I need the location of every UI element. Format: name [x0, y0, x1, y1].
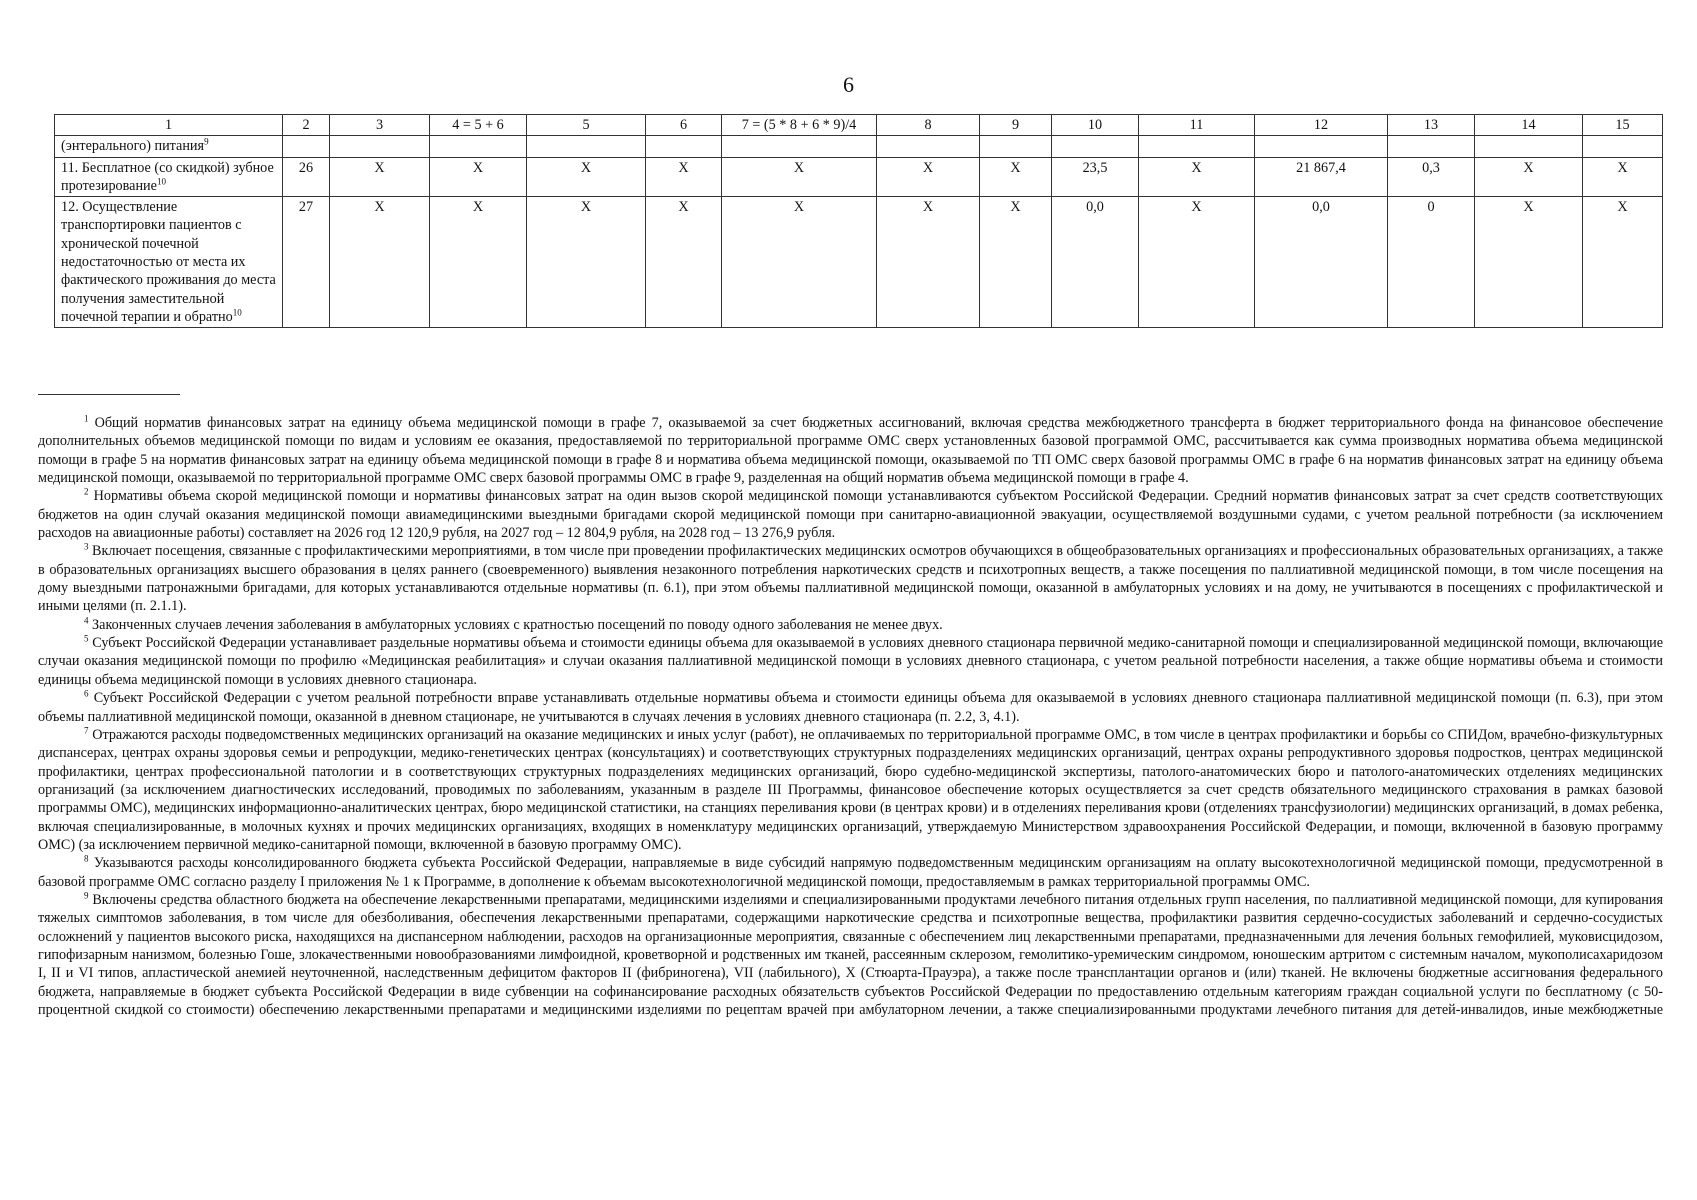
- column-header: 11: [1139, 115, 1255, 136]
- table-cell: [283, 136, 330, 157]
- table-cell: 21 867,4: [1255, 157, 1388, 197]
- footnote-ref: 10: [232, 307, 242, 318]
- table-cell: Х: [430, 157, 527, 197]
- footnote: [38, 854, 1663, 891]
- column-header: 12: [1255, 115, 1388, 136]
- table-cell: Х: [1139, 157, 1255, 197]
- column-header: 15: [1583, 115, 1663, 136]
- footnote-number: 7: [84, 725, 89, 736]
- table-cell: Х: [1475, 157, 1583, 197]
- footnotes: [38, 414, 1663, 1019]
- footnote-number: 3: [84, 541, 89, 552]
- table-cell: [646, 136, 722, 157]
- row-name: 11. Бесплатное (со скидкой) зубное протезирование: [61, 159, 274, 194]
- footnote-number: 9: [84, 890, 89, 901]
- table-cell: [1388, 136, 1475, 157]
- table-cell: [430, 136, 527, 157]
- footnote-text: Отражаются расходы подведомственных медицинских организаций на оказание медицинских и иных услуг (работ), не оплачиваемых по территориальной программе ОМС, в том числе в центрах профилактики и борьбы со СПИДом, врачебно-физкультурных диспансерах, центрах охраны здоровья семьи и репродукции, медико-генетических центрах (консультациях) и соответствующих структурных подразделениях медицинских организаций, центрах охраны репродуктивного здоровья подростков, центрах медицинской профилактики, центрах профессиональной патологии и в соответствующих структурных подразделениях медицинских организаций, бюро судебно-медицинской экспертизы, патолого-анатомических бюро и патолого-анатомических отделениях медицинских организаций (за исключением диагностических исследований, проводимых по заболеваниям, указанным в разделе III Программы, финансовое обеспечение которых осуществляется за счет средств обязательного медицинского страхования в рамках базовой программы ОМС), медицинских информационно-аналитических центрах, бюро медицинской статистики, на станциях переливания крови (в центрах крови) и в отделениях переливания крови (отделениях трансфузиологии) медицинских организаций, в домах ребенка, включая специализированные, в молочных кухнях и прочих медицинских организациях, входящих в номенклатуру медицинских организаций, утверждаемую Министерством здравоохранения Российской Федерации, и помощи, включенной в базовую программу ОМС) (за исключением первичной медико-санитарной помощи, включенной в базовую программу ОМС).: [38, 726, 1663, 853]
- table-cell: Х: [330, 157, 430, 197]
- footnote-number: 5: [84, 633, 89, 644]
- table-cell: [877, 136, 980, 157]
- table-cell: [1052, 136, 1139, 157]
- table-cell: 0,0: [1255, 197, 1388, 328]
- table-cell: Х: [877, 197, 980, 328]
- column-header: 14: [1475, 115, 1583, 136]
- column-header: 3: [330, 115, 430, 136]
- row-name: (энтерального) питания: [61, 138, 205, 155]
- table-body: [55, 136, 1663, 328]
- table-header-row: [55, 115, 1663, 136]
- row-name: 12. Осуществление транспортировки пациентов с хронической почечной недостаточностью от места их фактического проживания до места получения заместительной почечной терапии и обратно: [61, 199, 276, 325]
- column-header: 4 = 5 + 6: [430, 115, 527, 136]
- table-cell: Х: [1475, 197, 1583, 328]
- table-row: [55, 197, 1663, 328]
- footnote-ref: 9: [204, 136, 209, 147]
- footnote-number: 2: [84, 486, 89, 497]
- norms-table: [54, 114, 1663, 328]
- footnote: [38, 689, 1663, 726]
- table-cell: Х: [877, 157, 980, 197]
- table-cell: 23,5: [1052, 157, 1139, 197]
- table-cell: Х: [722, 197, 877, 328]
- table-cell: Х: [1139, 197, 1255, 328]
- footnote-text: Указываются расходы консолидированного бюджета субъекта Российской Федерации, направляемые в виде субсидий напрямую подведомственным медицинским организациям на оплату высокотехнологичной медицинской помощи, предусмотренной в базовой программе ОМС согласно разделу I приложения № 1 к Программе, в дополнение к объемам высокотехнологичной медицинской помощи, предоставляемым в рамках территориальной программы ОМС.: [38, 855, 1663, 890]
- table-cell: [330, 136, 430, 157]
- column-header: 6: [646, 115, 722, 136]
- table-cell: Х: [646, 197, 722, 328]
- footnote-ref: 10: [156, 176, 166, 187]
- table-cell: [1139, 136, 1255, 157]
- table-cell: Х: [430, 197, 527, 328]
- table-cell: Х: [1583, 197, 1663, 328]
- column-header: 5: [527, 115, 646, 136]
- footnote-separator: [38, 394, 180, 395]
- column-header: 2: [283, 115, 330, 136]
- table-cell: Х: [646, 157, 722, 197]
- table-cell: 26: [283, 157, 330, 197]
- column-header: 10: [1052, 115, 1139, 136]
- table-cell: 0: [1388, 197, 1475, 328]
- column-header: 7 = (5 * 8 + 6 * 9)/4: [722, 115, 877, 136]
- table-cell: 0,3: [1388, 157, 1475, 197]
- footnote-text: Включает посещения, связанные с профилактическими мероприятиями, в том числе при проведении профилактических медицинских осмотров обучающихся в общеобразовательных организациях и профессиональных образовательных организациях, а также в образовательных организациях высшего образования в целях раннего (своевременного) выявления незаконного потребления наркотических средств и психотропных веществ, а также посещения по паллиативной медицинской помощи, в том числе посещения на дому выездными патронажными бригадами, для которых устанавливаются отдельные нормативы (п. 6.1), при этом объемы паллиативной медицинской помощи, оказанной в амбулаторных условиях и на дому, не учитываются в посещениях с профилактической и иными целями (п. 2.1.1).: [38, 543, 1663, 615]
- footnote-number: 4: [84, 615, 89, 626]
- footnote-number: 1: [84, 413, 89, 424]
- footnote-number: 8: [84, 853, 89, 864]
- footnote-text: Включены средства областного бюджета на обеспечение лекарственными препаратами, медицинскими изделиями и специализированными продуктами лечебного питания отдельных групп населения, по паллиативной медицинской помощи, для купирования тяжелых симптомов заболевания, в том числе для обезболивания, обеспечения лекарственными препаратами, содержащими наркотические средства и психотропные вещества, профилактики развития сердечно-сосудистых заболеваний и сердечно-сосудистых осложнений у пациентов высокого риска, находящихся на диспансерном наблюдении, расходов на организационные мероприятия, связанные с обеспечением лиц лекарственными препаратами, предназначенными для лечения больных гемофилией, муковисцидозом, гипофизарным нанизмом, болезнью Гоше, злокачественными новообразованиями лимфоидной, кроветворной и родственных им тканей, рассеянным склерозом, гемолитико-уремическим синдромом, юношеским артритом с системным началом, мукополисахаридозом I, II и VI типов, апластической анемией неуточненной, наследственным дефицитом факторов II (фибриногена), VII (лабильного), X (Стюарта-Прауэра), а также после трансплантации органов и (или) тканей. Не включены бюджетные ассигнования федерального бюджета, направляемые в бюджет субъекта Российской Федерации в виде субвенции на софинансирование расходных обязательств субъектов Российской Федерации по предоставлению отдельным категориям граждан социальной услуги по бесплатному (с 50-процентной скидкой со стоимости) обеспечению лекарственными препаратами и медицинскими изделиями по рецептам врачей при амбулаторном лечении, а также специализированными продуктами лечебного питания для детей-инвалидов, иные межбюджетные: [38, 891, 1663, 1018]
- table-cell: [980, 136, 1052, 157]
- row-name-cell: [55, 136, 283, 157]
- footnote: [38, 616, 1663, 634]
- table-cell: Х: [980, 157, 1052, 197]
- column-header: 8: [877, 115, 980, 136]
- footnote: [38, 726, 1663, 854]
- footnote: [38, 414, 1663, 487]
- footnote-text: Законченных случаев лечения заболевания в амбулаторных условиях с кратностью посещений по поводу одного заболевания не менее двух.: [88, 616, 943, 633]
- table-cell: [527, 136, 646, 157]
- table-cell: [1475, 136, 1583, 157]
- table-row: [55, 136, 1663, 157]
- table-row: [55, 157, 1663, 197]
- table-cell: Х: [722, 157, 877, 197]
- footnote-text: Нормативы объема скорой медицинской помощи и нормативы финансовых затрат на один вызов скорой медицинской помощи устанавливаются субъектом Российской Федерации. Средний норматив финансовых затрат за счет средств соответствующих бюджетов на один случай оказания медицинской помощи авиамедицинскими выездными бригадами скорой медицинской помощи при санитарно-авиационной эвакуации, осуществляемой воздушными судами, с учетом реальной потребности (за исключением расходов на авиационные работы) составляет на 2026 год 12 120,9 рубля, на 2027 год – 12 804,9 рубля, на 2028 год – 13 276,9 рубля.: [38, 488, 1663, 542]
- table-cell: Х: [1583, 157, 1663, 197]
- footnote: [38, 891, 1663, 1019]
- footnote-number: 6: [84, 688, 89, 699]
- footnote: [38, 542, 1663, 615]
- footnote-text: Субъект Российской Федерации с учетом реальной потребности вправе устанавливать отдельные нормативы объема и стоимости единицы объема для оказываемой в условиях дневного стационара паллиативной медицинской помощи (п. 6.3), при этом объемы паллиативной медицинской помощи, оказанной в дневном стационаре, не учитываются в случаях лечения в условиях дневного стационара (п. 2.2, 3, 4.1).: [38, 690, 1663, 725]
- footnote: [38, 487, 1663, 542]
- table-cell: [722, 136, 877, 157]
- table-cell: 0,0: [1052, 197, 1139, 328]
- table-cell: [1255, 136, 1388, 157]
- table-cell: Х: [527, 197, 646, 328]
- column-header: 9: [980, 115, 1052, 136]
- page-number: 6: [843, 72, 854, 97]
- table-cell: 27: [283, 197, 330, 328]
- row-name-cell: [55, 197, 283, 328]
- footnote: [38, 634, 1663, 689]
- table-cell: Х: [980, 197, 1052, 328]
- row-name-cell: [55, 157, 283, 197]
- table-cell: Х: [330, 197, 430, 328]
- footnote-text: Общий норматив финансовых затрат на единицу объема медицинской помощи в графе 7, оказываемой за счет бюджетных ассигнований, включая средства межбюджетного трансферта в бюджет территориального фонда на финансовое обеспечение дополнительных объемов медицинской помощи по видам и условиям ее оказания, предоставляемой по территориальной программе ОМС сверх установленных базовой программой ОМС, рассчитывается как сумма производных норматива объема медицинской помощи в графе 5 на норматив финансовых затрат на единицу объема медицинской помощи в графе 8 и норматива объема медицинской помощи, оказываемой по ТП ОМС сверх базовой программы ОМС в графе 6 на норматив финансовых затрат на единицу объема медицинской помощи, оказываемой по территориальной программе ОМС сверх базовой программы ОМС в графе 9, разделенная на общий норматив объема медицинской помощи в графе 4.: [38, 415, 1663, 487]
- table-cell: Х: [527, 157, 646, 197]
- table-cell: [1583, 136, 1663, 157]
- column-header: 1: [55, 115, 283, 136]
- column-header: 13: [1388, 115, 1475, 136]
- footnote-text: Субъект Российской Федерации устанавливает раздельные нормативы объема и стоимости единицы объема для оказываемой в условиях дневного стационара первичной медико-санитарной помощи и специализированной медицинской помощи, включающие случаи оказания медицинской помощи по профилю «Медицинская реабилитация» и случаи оказания паллиативной медицинской помощи в условиях дневного стационара, с учетом реальной потребности населения, а также общие нормативы объема и стоимости единицы объема медицинской помощи в условиях дневного стационара.: [38, 635, 1663, 688]
